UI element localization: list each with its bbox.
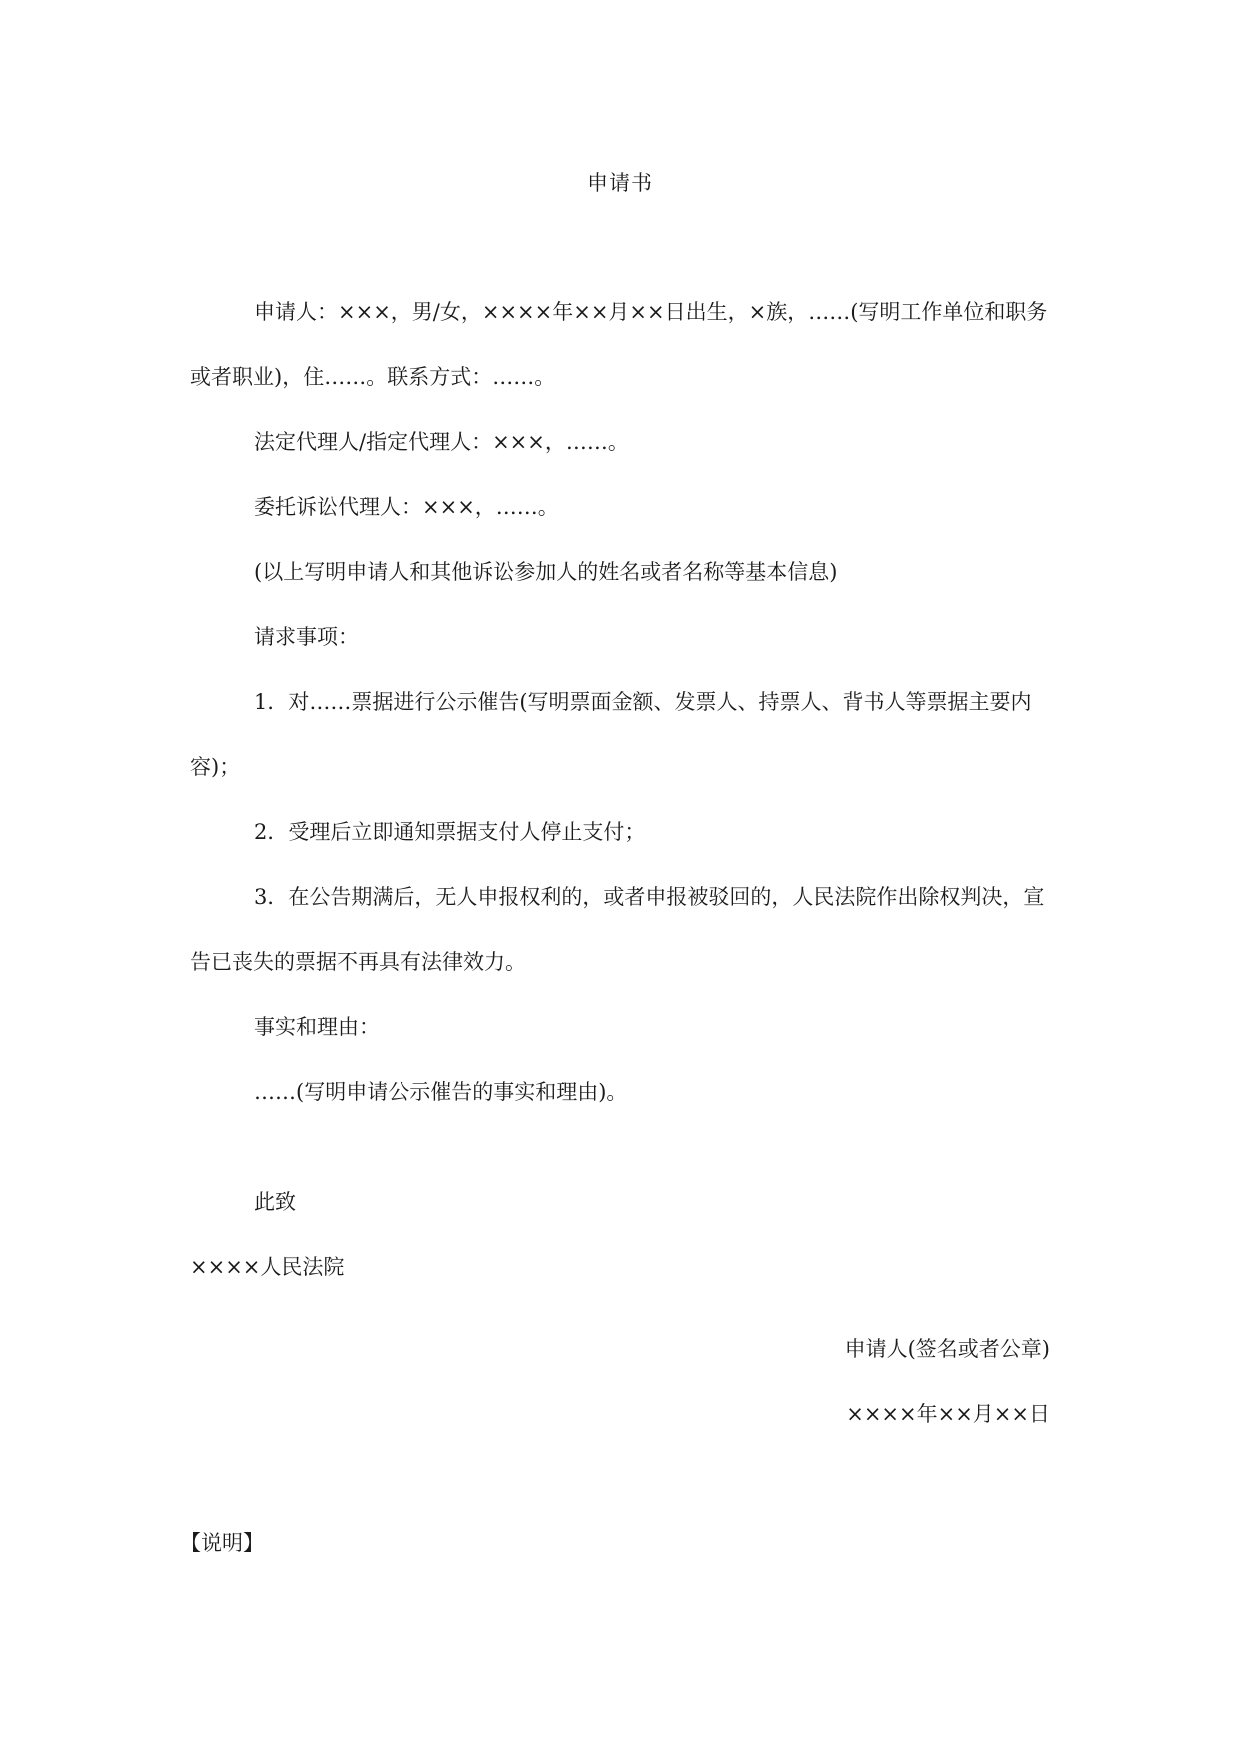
basic-info-note: (以上写明申请人和其他诉讼参加人的姓名或者名称等基本信息) [254, 560, 838, 584]
document-title: 申请书 [587, 171, 653, 195]
closing-block [190, 1170, 1060, 1300]
entrusted-agent-paragraph: 委托诉讼代理人：×××，……。 [254, 495, 559, 519]
salutation: 此致 [254, 1190, 296, 1214]
request-item-2: 2．受理后立即通知票据支付人停止支付； [254, 820, 646, 844]
facts-paragraph: ……(写明申请公示催告的事实和理由)。 [254, 1080, 628, 1104]
applicant-paragraph: 申请人：×××，男/女，××××年××月××日出生，×族，……(写明工作单位和职务或者职业)，住……。联系方式：……。 [190, 300, 1048, 389]
legal-agent-paragraph: 法定代理人/指定代理人：×××，……。 [254, 430, 629, 454]
request-item-1: 1．对……票据进行公示催告(写明票面金额、发票人、持票人、背书人等票据主要内容)； [190, 690, 1032, 779]
document-body [190, 280, 1060, 1125]
requests-heading: 请求事项： [254, 625, 359, 649]
signature-line: 申请人(签名或者公章) [844, 1337, 1050, 1361]
facts-heading: 事实和理由： [254, 1015, 380, 1039]
date-line: ××××年××月××日 [846, 1402, 1050, 1426]
court-name: ××××人民法院 [190, 1255, 345, 1279]
note-heading: 【说明】 [180, 1531, 264, 1555]
request-item-3: 3．在公告期满后，无人申报权利的，或者申报被驳回的，人民法院作出除权判决，宣告已丧失的票据不再具有法律效力。 [190, 885, 1045, 974]
